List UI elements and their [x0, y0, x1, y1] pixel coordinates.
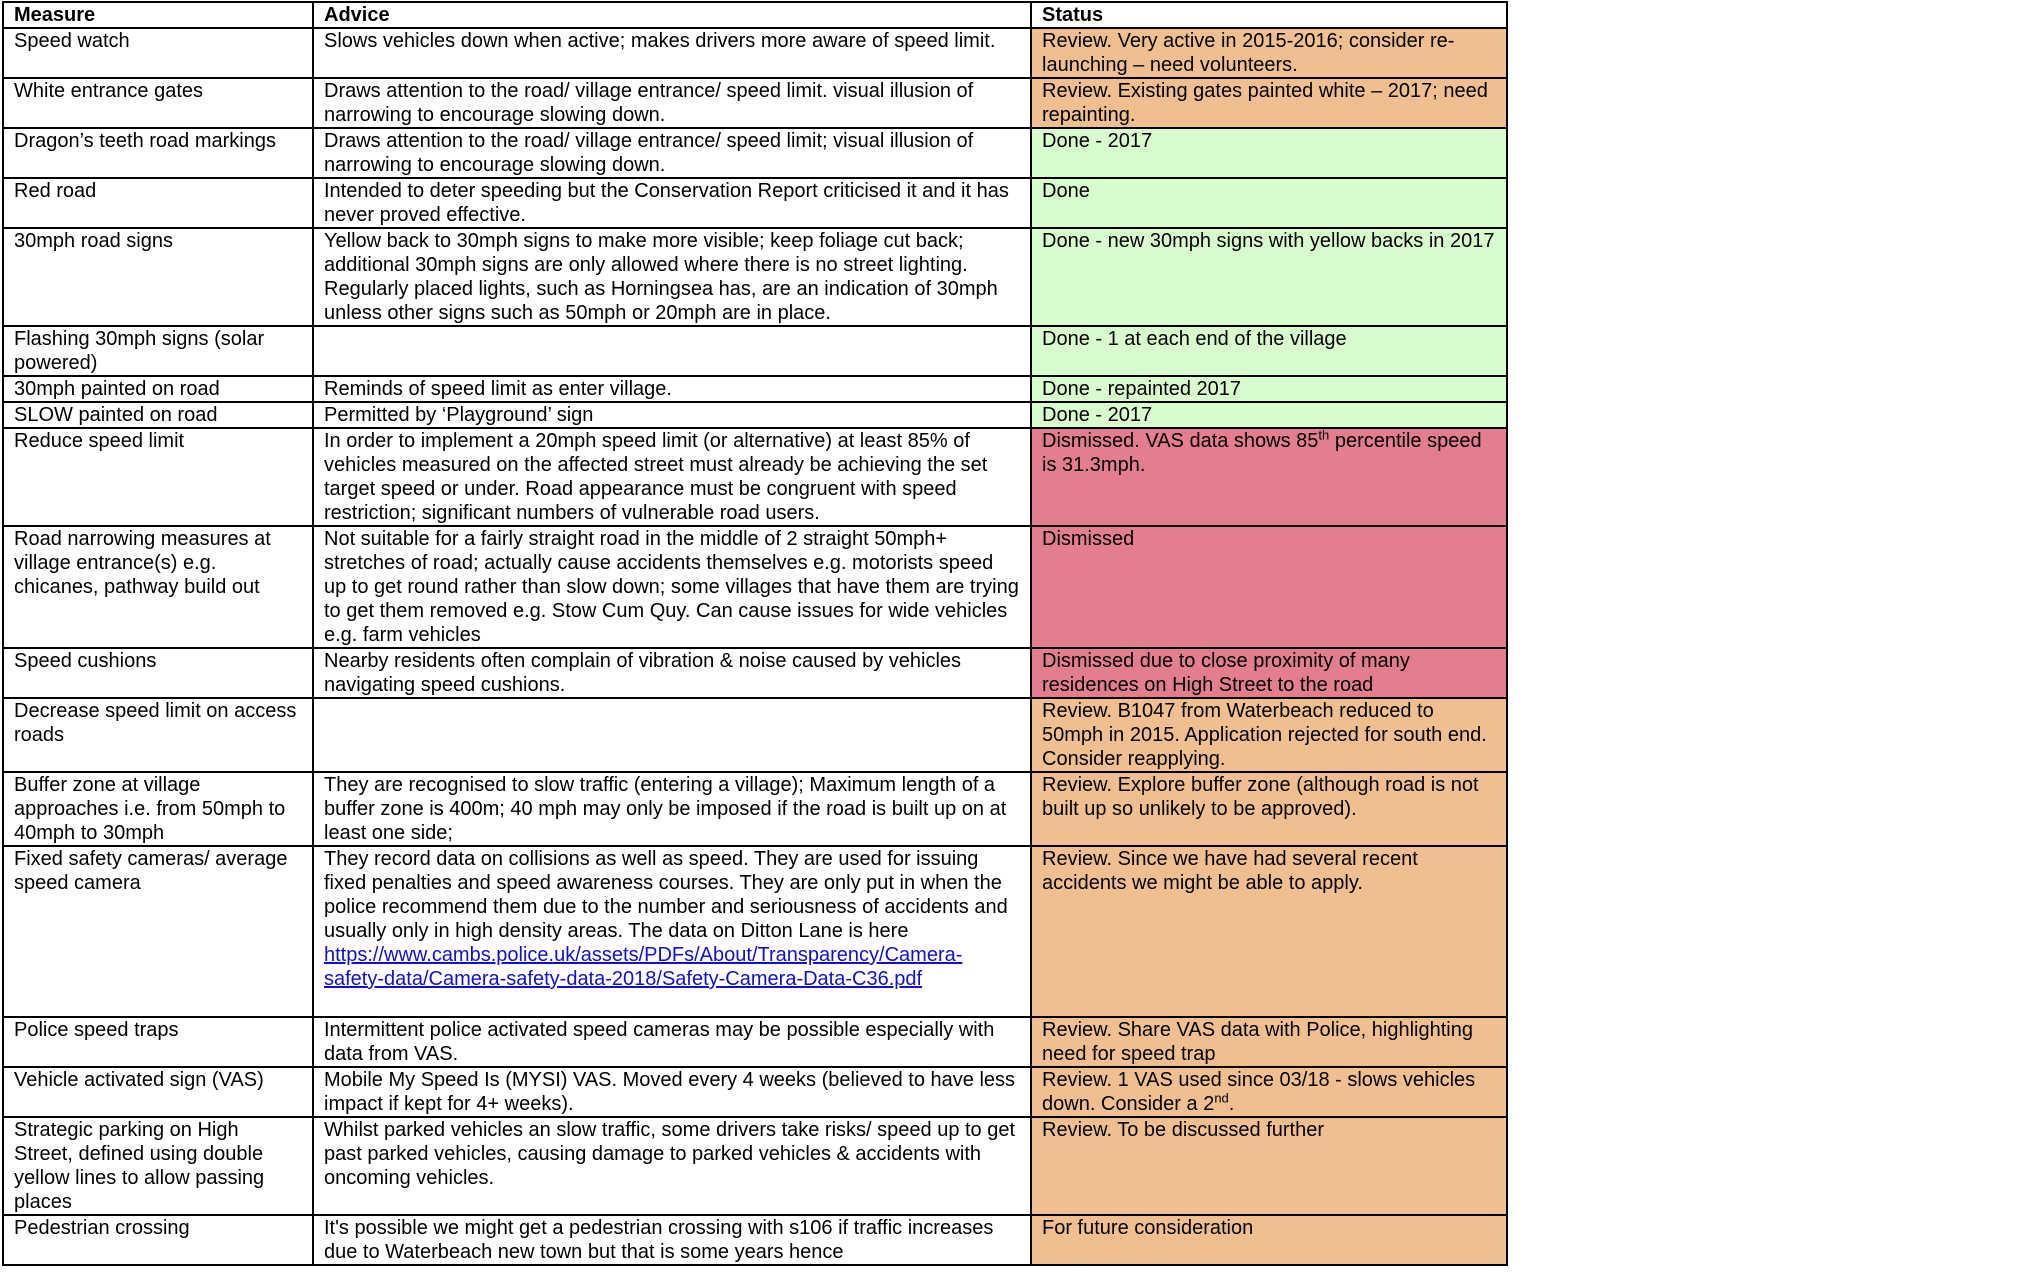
- status-text: Dismissed: [1042, 528, 1135, 550]
- status-text: Dismissed. VAS data shows 85: [1042, 430, 1319, 452]
- table-row: [3, 326, 1507, 376]
- advice-text: Intended to deter speeding but the Conservation Report criticised it and it has never proved effective.: [324, 180, 1009, 226]
- table-row: [3, 772, 1507, 846]
- measure-cell: Fixed safety cameras/ average speed camera: [3, 846, 313, 1017]
- advice-text: Not suitable for a fairly straight road in the middle of 2 straight 50mph+ stretches of road; actually cause accidents themselves e.g. motorists speed up to get round rather than slow down; some villages that have them are trying to get them removed e.g. Stow Cum Quy. Can cause issues for wide vehicles e.g. farm vehicles: [324, 528, 1019, 646]
- header-row: [3, 2, 1507, 28]
- advice-text: Reminds of speed limit as enter village.: [324, 378, 672, 400]
- measure-cell: Road narrowing measures at village entrance(s) e.g. chicanes, pathway build out: [3, 526, 313, 648]
- status-text: Dismissed due to close proximity of many residences on High Street to the road: [1042, 650, 1410, 696]
- status-cell: [1031, 78, 1507, 128]
- advice-cell: [313, 698, 1031, 772]
- advice-cell: [313, 128, 1031, 178]
- advice-cell: [313, 326, 1031, 376]
- measure-cell: Police speed traps: [3, 1017, 313, 1067]
- status-text: Done - 2017: [1042, 404, 1153, 426]
- status-cell: [1031, 526, 1507, 648]
- status-superscript: th: [1318, 428, 1330, 443]
- advice-cell: [313, 1215, 1031, 1265]
- table-row: [3, 228, 1507, 326]
- advice-cell: [313, 78, 1031, 128]
- status-cell: [1031, 128, 1507, 178]
- advice-cell: [313, 1017, 1031, 1067]
- header-measure: Measure: [3, 2, 313, 28]
- advice-text: Draws attention to the road/ village entrance/ speed limit; visual illusion of narrowing to encourage slowing down.: [324, 130, 974, 176]
- table-row: [3, 128, 1507, 178]
- table-row: [3, 1117, 1507, 1215]
- table-row: [3, 846, 1507, 1017]
- advice-text: They record data on collisions as well as speed. They are used for issuing fixed penalties and speed awareness courses. They are only put in when the police recommend them due to the number and seriousness of accidents and usually only in high density areas. The data on Ditton Lane is here: [324, 848, 1008, 942]
- status-text: Done - new 30mph signs with yellow backs in 2017: [1042, 230, 1495, 252]
- advice-text: Nearby residents often complain of vibration & noise caused by vehicles navigating speed cushions.: [324, 650, 962, 696]
- advice-cell: [313, 648, 1031, 698]
- status-text: Review. Explore buffer zone (although road is not built up so unlikely to be approved).: [1042, 774, 1479, 820]
- advice-text: They are recognised to slow traffic (entering a village); Maximum length of a buffer zone is 400m; 40 mph may only be imposed if the road is built up on at least one side;: [324, 774, 1007, 844]
- advice-cell: [313, 1117, 1031, 1215]
- advice-cell: [313, 772, 1031, 846]
- status-superscript: nd: [1214, 1090, 1229, 1106]
- advice-text: Draws attention to the road/ village entrance/ speed limit. visual illusion of narrowing to encourage slowing down.: [324, 80, 974, 126]
- status-text: Done - repainted 2017: [1042, 378, 1242, 400]
- status-text: Review. Share VAS data with Police, highlighting need for speed trap: [1042, 1019, 1473, 1065]
- measure-cell: Vehicle activated sign (VAS): [3, 1067, 313, 1117]
- advice-cell: [313, 28, 1031, 78]
- status-cell: [1031, 228, 1507, 326]
- table-row: [3, 1215, 1507, 1265]
- advice-text: Yellow back to 30mph signs to make more visible; keep foliage cut back; additional 30mph signs are only allowed where there is no street lighting. Regularly placed lights, such as Horningsea has, are an indication of 30mph unless other signs such as 50mph or 20mph are in place.: [324, 230, 998, 324]
- measures-table: [2, 1, 1508, 1266]
- header-status: Status: [1031, 2, 1507, 28]
- advice-cell: [313, 402, 1031, 428]
- advice-cell: [313, 428, 1031, 526]
- status-text: Review. To be discussed further: [1042, 1119, 1325, 1141]
- table-row: [3, 402, 1507, 428]
- measure-cell: SLOW painted on road: [3, 402, 313, 428]
- status-text: Review. Since we have had several recent accidents we might be able to apply.: [1042, 848, 1418, 894]
- status-cell: [1031, 326, 1507, 376]
- measure-cell: Pedestrian crossing: [3, 1215, 313, 1265]
- advice-text: Whilst parked vehicles an slow traffic, some drivers take risks/ speed up to get past parked vehicles, causing damage to parked vehicles & accidents with oncoming vehicles.: [324, 1119, 1016, 1189]
- measure-cell: 30mph road signs: [3, 228, 313, 326]
- table-row: [3, 428, 1507, 526]
- advice-cell: [313, 228, 1031, 326]
- measure-cell: White entrance gates: [3, 78, 313, 128]
- measure-cell: Flashing 30mph signs (solar powered): [3, 326, 313, 376]
- measure-cell: Dragon’s teeth road markings: [3, 128, 313, 178]
- measure-cell: 30mph painted on road: [3, 376, 313, 402]
- status-text: For future consideration: [1042, 1217, 1254, 1239]
- status-cell: [1031, 1215, 1507, 1265]
- status-cell: [1031, 1017, 1507, 1067]
- status-text-tail: percentile speed is 31.3mph.: [1042, 430, 1482, 476]
- advice-text: Slows vehicles down when active; makes drivers more aware of speed limit.: [324, 30, 996, 52]
- table-row: [3, 178, 1507, 228]
- table-row: [3, 1067, 1507, 1117]
- status-text: Done - 2017: [1042, 130, 1153, 152]
- table-row: [3, 698, 1507, 772]
- table-row: [3, 1017, 1507, 1067]
- status-cell: [1031, 178, 1507, 228]
- status-cell: [1031, 1117, 1507, 1215]
- advice-text: Mobile My Speed Is (MYSI) VAS. Moved every 4 weeks (believed to have less impact if kept for 4+ weeks).: [324, 1069, 1016, 1115]
- advice-text: Intermittent police activated speed cameras may be possible especially with data from VAS.: [324, 1019, 995, 1065]
- status-text-tail: .: [1228, 1093, 1235, 1115]
- advice-text: In order to implement a 20mph speed limit (or alternative) at least 85% of vehicles measured on the affected street must already be achieving the set target speed or under. Road appearance must be congruent with speed restriction; significant numbers of vulnerable road users.: [324, 430, 988, 524]
- measure-cell: Strategic parking on High Street, defined using double yellow lines to allow passing places: [3, 1117, 313, 1215]
- status-cell: [1031, 698, 1507, 772]
- advice-cell: [313, 1067, 1031, 1117]
- status-cell: [1031, 1067, 1507, 1117]
- table-row: [3, 78, 1507, 128]
- advice-cell: [313, 178, 1031, 228]
- status-cell: [1031, 846, 1507, 1017]
- table-row: [3, 648, 1507, 698]
- advice-text: It's possible we might get a pedestrian crossing with s106 if traffic increases due to Waterbeach new town but that is some years hence: [324, 1217, 994, 1263]
- status-cell: [1031, 648, 1507, 698]
- measure-cell: Speed watch: [3, 28, 313, 78]
- measure-cell: Red road: [3, 178, 313, 228]
- status-cell: [1031, 376, 1507, 402]
- measure-cell: Buffer zone at village approaches i.e. from 50mph to 40mph to 30mph: [3, 772, 313, 846]
- table-row: [3, 376, 1507, 402]
- measure-cell: Decrease speed limit on access roads: [3, 698, 313, 772]
- status-cell: [1031, 28, 1507, 78]
- header-advice: Advice: [313, 2, 1031, 28]
- status-text: Done - 1 at each end of the village: [1042, 328, 1347, 350]
- status-cell: [1031, 402, 1507, 428]
- camera-data-link[interactable]: https://www.cambs.police.uk/assets/PDFs/About/Transparency/Camera-safety-data/Camera-safety-data-2018/Safety-Camera-Data-C36.pdf: [324, 944, 963, 990]
- status-text: Review. 1 VAS used since 03/18 - slows vehicles down. Consider a 2: [1042, 1069, 1476, 1115]
- advice-cell: [313, 526, 1031, 648]
- measure-cell: Speed cushions: [3, 648, 313, 698]
- status-text: Review. Very active in 2015-2016; consider re-launching – need volunteers.: [1042, 30, 1455, 76]
- status-text: Review. B1047 from Waterbeach reduced to 50mph in 2015. Application rejected for south end. Consider reapplying.: [1042, 700, 1487, 770]
- status-cell: [1031, 428, 1507, 526]
- status-cell: [1031, 772, 1507, 846]
- status-text: Review. Existing gates painted white – 2017; need repainting.: [1042, 80, 1488, 126]
- advice-cell: [313, 846, 1031, 1017]
- advice-cell: [313, 376, 1031, 402]
- status-text: Done: [1042, 180, 1090, 202]
- table-row: [3, 526, 1507, 648]
- advice-text: Permitted by ‘Playground’ sign: [324, 404, 594, 426]
- measure-cell: Reduce speed limit: [3, 428, 313, 526]
- table-row: [3, 28, 1507, 78]
